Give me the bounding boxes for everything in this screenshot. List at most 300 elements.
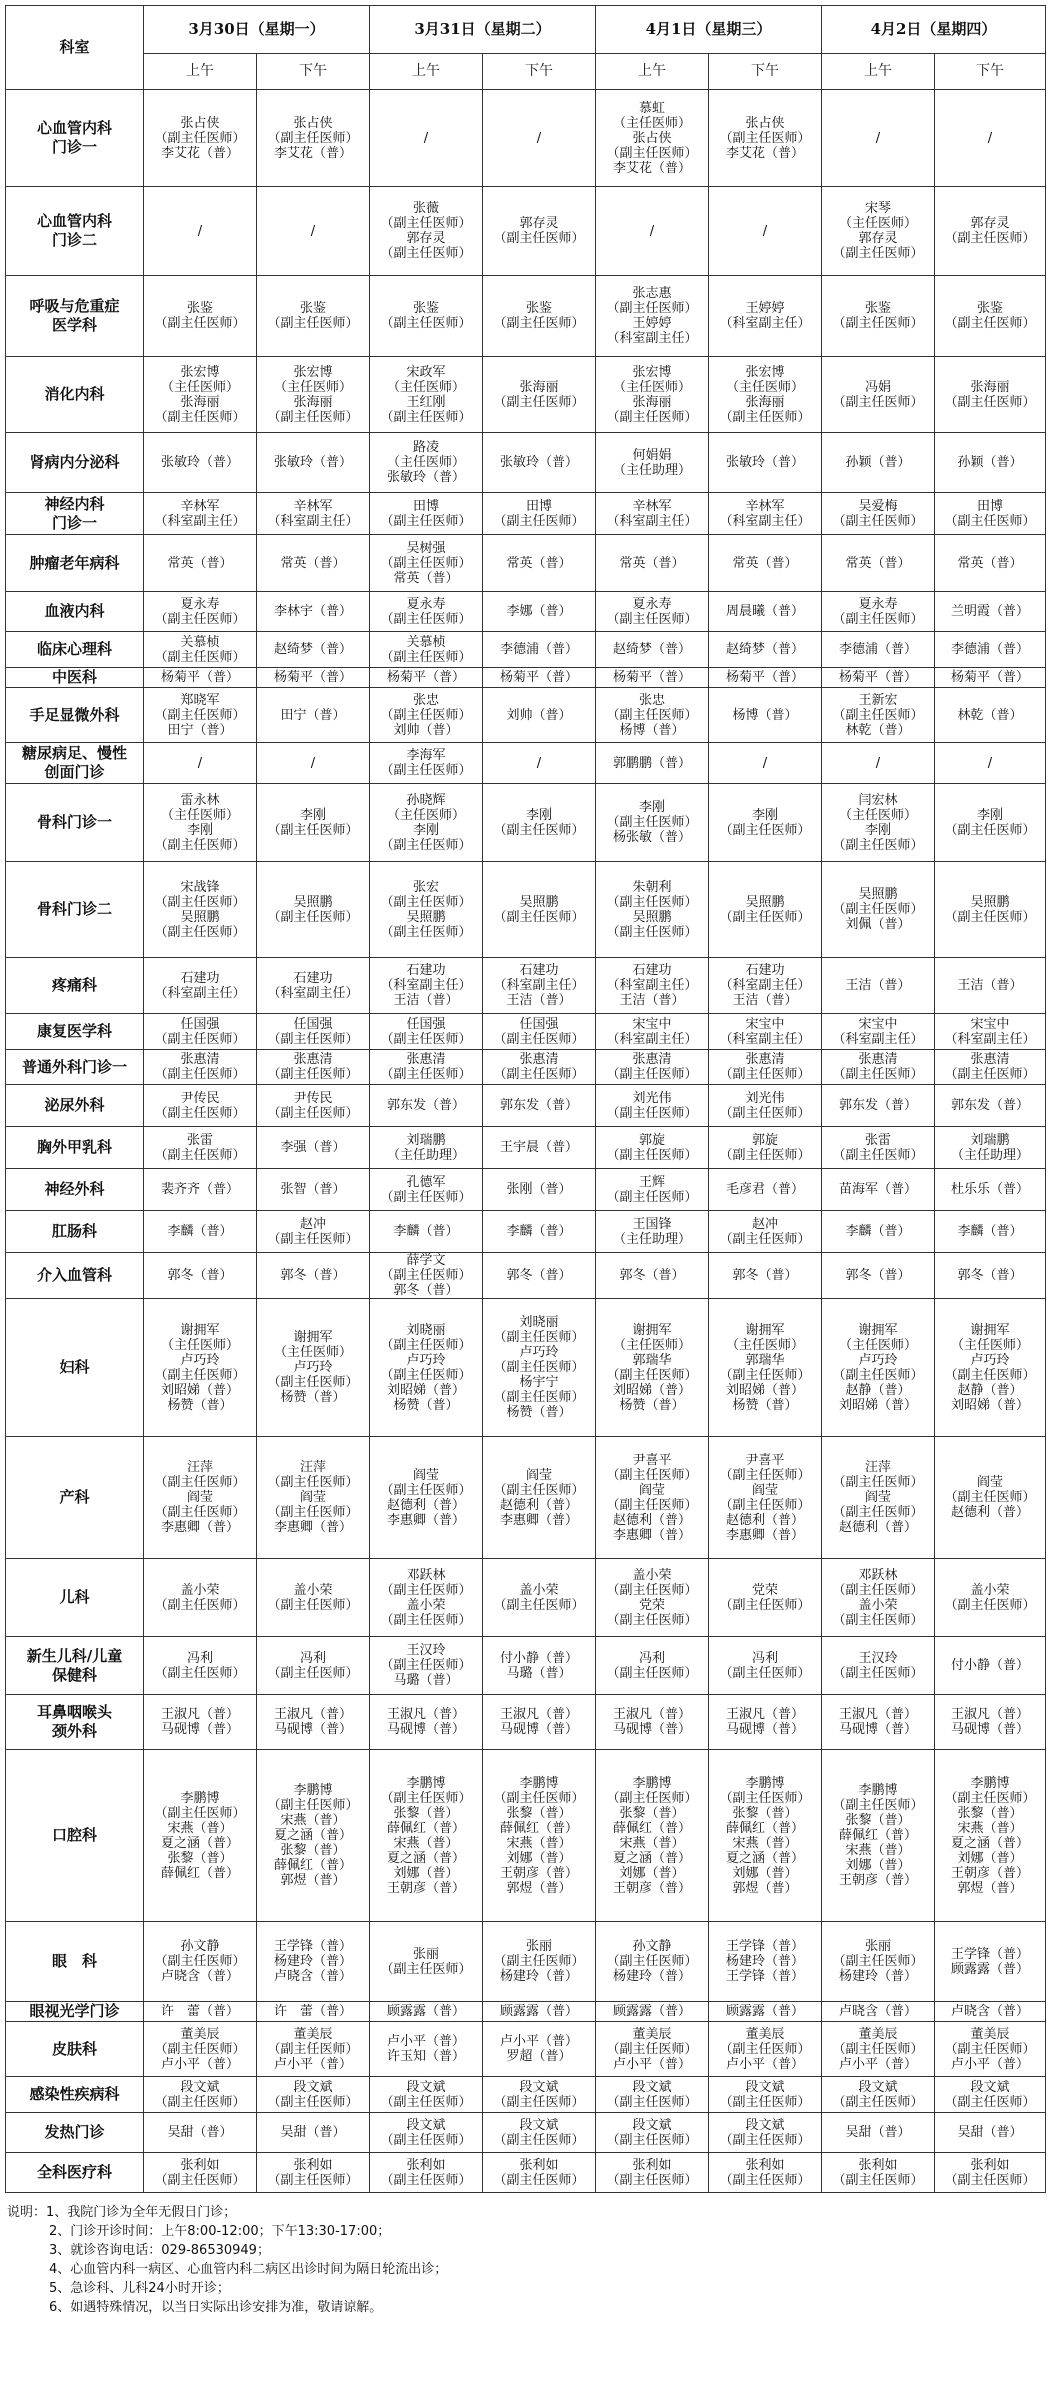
schedule-cell [257, 1637, 370, 1695]
doctor-line: （副主任医师） [606, 1582, 698, 1598]
schedule-cell [370, 1253, 483, 1299]
doctor-line: 阎莹 [751, 1482, 778, 1498]
doctor-line: 刘瑞鹏 [970, 1132, 1010, 1148]
note-line: 说明：1、我院门诊为全年无假日门诊； [7, 2205, 237, 2220]
doctor-line: 郭存灵 [406, 231, 446, 246]
doctor-line: 张刚（普） [506, 1182, 572, 1197]
doctor-line: 夏之涵（普） [612, 1850, 691, 1866]
schedule-cell [822, 357, 935, 433]
doctor-line: 常英（普） [845, 555, 911, 571]
doctor-line: （副主任医师） [493, 909, 585, 925]
schedule-row [6, 187, 1046, 276]
doctor-line: 段文斌 [745, 2117, 785, 2133]
doctor-line: 孙文静 [180, 1939, 220, 1954]
doctor-line: （副主任医师） [380, 1482, 472, 1498]
schedule-cell [144, 1211, 257, 1253]
doctor-line: 张利如 [745, 2157, 785, 2173]
schedule-cell [709, 2002, 822, 2022]
doctor-line: 刘昭娣（普） [160, 1382, 239, 1398]
schedule-cell [822, 535, 935, 592]
doctor-line: 张志惠 [632, 286, 672, 301]
doctor-line: （副主任医师） [380, 611, 472, 627]
doctor-line: （副主任医师） [380, 1337, 472, 1353]
schedule-cell [257, 493, 370, 535]
dept-name-cell [6, 357, 144, 433]
schedule-cell [596, 1211, 709, 1253]
schedule-cell [483, 632, 596, 668]
doctor-line: （主任医师） [160, 807, 239, 823]
doctor-line: 刘娜（普） [393, 1865, 459, 1881]
doctor-line: 阎莹 [864, 1490, 891, 1505]
doctor-line: （副主任医师） [380, 1031, 472, 1047]
doctor-line: 孙颖（普） [845, 455, 911, 470]
doctor-line: 王洁（普） [845, 978, 911, 993]
doctor-line: （副主任医师） [154, 837, 246, 853]
doctor-line: （主任助理） [950, 1147, 1029, 1163]
schedule-row [6, 668, 1046, 688]
dept-name-line: 普通外科门诊一 [21, 1057, 127, 1076]
doctor-line: 杜乐乐（普） [950, 1182, 1029, 1197]
doctor-line: 马砚博（普） [499, 1722, 578, 1737]
doctor-line: （副主任医师） [493, 513, 585, 529]
doctor-line: / [197, 223, 203, 239]
doctor-line: 常英（普） [506, 555, 572, 571]
schedule-cell [257, 1014, 370, 1050]
schedule-cell [709, 743, 822, 784]
doctor-line: （副主任医师） [380, 555, 472, 571]
dept-name-line: 中医科 [51, 668, 97, 686]
schedule-row [6, 357, 1046, 433]
doctor-line: 李刚 [299, 807, 326, 823]
doctor-line: 赵冲 [299, 1216, 326, 1232]
doctor-line: （副主任医师） [832, 1582, 924, 1598]
doctor-line: 常英（普） [167, 555, 233, 571]
doctor-line: （副主任医师） [606, 1612, 698, 1628]
schedule-cell [483, 1085, 596, 1127]
schedule-cell [596, 90, 709, 187]
doctor-line: 董美辰 [632, 2026, 672, 2042]
schedule-cell [144, 958, 257, 1014]
doctor-line: （副主任医师） [154, 2094, 246, 2110]
doctor-line: 李鹏博 [293, 1783, 333, 1798]
doctor-line: 赵绮梦（普） [273, 642, 352, 657]
doctor-line: 林乾（普） [845, 722, 911, 738]
doctor-line: / [536, 130, 542, 146]
doctor-line: 尹喜平 [632, 1452, 672, 1468]
schedule-cell [709, 668, 822, 688]
doctor-line: 阎莹 [412, 1467, 439, 1483]
dept-name-line: 胸外甲乳科 [36, 1138, 112, 1156]
doctor-line: （副主任医师） [380, 409, 472, 425]
doctor-line: （副主任医师） [606, 2172, 698, 2188]
doctor-line: 王学锋（普） [950, 1946, 1029, 1962]
doctor-line: 卢小平（普） [499, 2034, 578, 2049]
doctor-line: 尹传民 [180, 1090, 220, 1106]
doctor-line: 杨菊平（普） [499, 670, 578, 685]
doctor-line: （副主任医师） [267, 1475, 359, 1490]
doctor-line: （副主任医师） [606, 2132, 698, 2148]
schedule-cell [483, 493, 596, 535]
dept-name-cell [6, 90, 144, 187]
doctor-line: 杨博（普） [619, 722, 685, 738]
doctor-line: 杨赞（普） [619, 1397, 685, 1413]
doctor-line: 张利如 [632, 2157, 672, 2173]
doctor-line: （副主任医师） [380, 894, 472, 910]
dept-name-cell [6, 1437, 144, 1559]
doctor-line: （副主任医师） [493, 1954, 585, 1969]
schedule-cell [483, 592, 596, 632]
schedule-cell [822, 433, 935, 493]
doctor-line: 王汉玲 [858, 1650, 898, 1666]
doctor-line: （主任医师） [838, 216, 917, 231]
doctor-line: 郭煜（普） [732, 1880, 798, 1896]
doctor-line: （副主任医师） [719, 1367, 811, 1383]
doctor-line: 宋燕（普） [393, 1835, 459, 1851]
doctor-line: 任国强 [406, 1016, 446, 1032]
doctor-line: 顾露露（普） [499, 2004, 578, 2019]
doctor-line: 许玉知（普） [386, 2049, 465, 2064]
doctor-line: 宋琴 [864, 201, 891, 216]
schedule-cell [596, 1437, 709, 1559]
schedule-row [6, 862, 1046, 958]
doctor-line: （副主任医师） [832, 837, 924, 853]
dept-name-cell [6, 493, 144, 535]
schedule-row [6, 688, 1046, 743]
schedule-cell [596, 632, 709, 668]
doctor-line: 王洁（普） [506, 993, 572, 1008]
doctor-line: 顾露露（普） [950, 1961, 1029, 1977]
schedule-cell [483, 688, 596, 743]
doctor-line: 杨张敏（普） [612, 830, 691, 845]
schedule-cell [370, 1922, 483, 2002]
doctor-line: 夏永寿 [406, 596, 446, 612]
schedule-cell [822, 1695, 935, 1750]
schedule-cell [596, 2077, 709, 2113]
doctor-line: 夏永寿 [632, 596, 672, 612]
schedule-cell [935, 743, 1046, 784]
schedule-cell [822, 90, 935, 187]
schedule-cell [370, 784, 483, 862]
doctor-line: （副主任医师） [154, 894, 246, 910]
dept-name-line: 糖尿病足、慢性 [21, 744, 127, 762]
schedule-cell [596, 1695, 709, 1750]
schedule-row [6, 1211, 1046, 1253]
schedule-cell [709, 1437, 822, 1559]
doctor-line: 张惠清 [745, 1052, 785, 1067]
doctor-line: 王朝彦（普） [499, 1865, 578, 1881]
doctor-line: 盖小荣 [180, 1582, 220, 1598]
schedule-row [6, 90, 1046, 187]
doctor-line: 郭鹏鹏（普） [612, 755, 691, 771]
doctor-line: 关慕桢 [180, 634, 220, 650]
doctor-line: （副主任医师） [380, 1189, 472, 1205]
schedule-row [6, 784, 1046, 862]
doctor-line: 孔德军 [406, 1174, 446, 1190]
schedule-row [6, 958, 1046, 1014]
doctor-line: （副主任医师） [944, 316, 1036, 331]
dept-name-cell [6, 276, 144, 357]
schedule-cell [935, 493, 1046, 535]
schedule-cell [596, 688, 709, 743]
doctor-line: 卢晓含（普） [950, 2004, 1029, 2019]
doctor-line: （副主任医师） [380, 1612, 472, 1628]
schedule-cell [144, 688, 257, 743]
doctor-line: 张宏博 [632, 364, 672, 380]
schedule-cell [822, 1922, 935, 2002]
schedule-cell [596, 187, 709, 276]
dept-name-cell [6, 2153, 144, 2193]
schedule-cell [257, 1211, 370, 1253]
doctor-line: （主任医师） [612, 115, 691, 131]
doctor-line: 郭存灵 [519, 216, 559, 231]
dept-name-line: 颈外科 [51, 1722, 97, 1740]
doctor-line: 汪萍 [299, 1460, 326, 1475]
schedule-cell [144, 2022, 257, 2077]
doctor-line: 张鉴 [976, 301, 1003, 316]
schedule-cell [822, 2002, 935, 2022]
schedule-cell [144, 433, 257, 493]
doctor-line: 慕虹 [638, 100, 665, 116]
am-header: 上午 [596, 54, 709, 90]
doctor-line: （副主任医师） [719, 909, 811, 925]
doctor-line: 刘光伟 [632, 1090, 672, 1106]
doctor-line: 张利如 [293, 2157, 333, 2173]
day-header-thu: 4月2日（星期四） [822, 6, 1046, 54]
schedule-cell [257, 1253, 370, 1299]
schedule-cell [709, 1127, 822, 1169]
dept-name-cell [6, 1127, 144, 1169]
schedule-cell [935, 1637, 1046, 1695]
doctor-line: 杨菊平（普） [160, 670, 239, 685]
doctor-line: 薛佩红（普） [725, 1820, 804, 1836]
schedule-cell [257, 2022, 370, 2077]
doctor-line: 段文斌 [632, 2117, 672, 2133]
doctor-line: 段文斌 [632, 2079, 672, 2095]
dept-name-cell [6, 1050, 144, 1085]
schedule-cell [483, 2077, 596, 2113]
schedule-cell [709, 1695, 822, 1750]
schedule-row [6, 743, 1046, 784]
doctor-line: （副主任医师） [832, 902, 924, 917]
doctor-line: 张利如 [406, 2157, 446, 2173]
schedule-cell [257, 1437, 370, 1559]
doctor-line: 李鹏博 [970, 1775, 1010, 1791]
doctor-line: （副主任医师） [154, 1147, 246, 1163]
doctor-line: （副主任医师） [380, 707, 472, 723]
doctor-line: （副主任医师） [832, 1367, 924, 1383]
dept-name-cell [6, 958, 144, 1014]
doctor-line: 顾露露（普） [386, 2004, 465, 2019]
dept-name-line: 介入血管科 [36, 1266, 112, 1284]
doctor-line: （副主任医师） [719, 1067, 811, 1082]
schedule-row [6, 1014, 1046, 1050]
doctor-line: （副主任医师） [493, 1031, 585, 1047]
doctor-line: 刘娜（普） [732, 1865, 798, 1881]
schedule-row [6, 2077, 1046, 2113]
schedule-cell [596, 1922, 709, 2002]
schedule-cell [935, 688, 1046, 743]
doctor-line: 宋政军 [406, 364, 446, 380]
doctor-line: 张丽 [525, 1939, 552, 1954]
doctor-line: 刘娜（普） [619, 1865, 685, 1881]
doctor-line: 张忠 [638, 692, 665, 708]
doctor-line: 常英（普） [619, 555, 685, 571]
pm-header: 下午 [935, 54, 1046, 90]
doctor-line: （副主任医师） [380, 1367, 472, 1383]
doctor-line: 张利如 [519, 2157, 559, 2173]
doctor-line: （副主任医师） [267, 822, 359, 838]
doctor-line: 石建功 [632, 963, 672, 978]
doctor-line: 李林宇（普） [273, 604, 352, 619]
schedule-cell [596, 1750, 709, 1922]
schedule-cell [483, 1637, 596, 1695]
doctor-line: 郭东发（普） [838, 1098, 917, 1113]
doctor-line: 张鉴 [412, 301, 439, 316]
doctor-line: （副主任医师） [606, 1367, 698, 1383]
doctor-line: （科室副主任） [719, 513, 811, 529]
schedule-cell [144, 1050, 257, 1085]
doctor-line: （副主任医师） [267, 909, 359, 925]
schedule-cell [709, 433, 822, 493]
schedule-cell [370, 2077, 483, 2113]
doctor-line: （主任助理） [612, 1231, 691, 1247]
doctor-line: 李惠卿（普） [386, 1512, 465, 1528]
schedule-cell [257, 1922, 370, 2002]
note-line: 2、门诊开诊时间：上午8:00-12:00；下午13:30-17:00； [49, 2224, 391, 2239]
doctor-line: （副主任医师） [719, 2172, 811, 2188]
schedule-cell [257, 862, 370, 958]
schedule-cell [370, 958, 483, 1014]
doctor-line: 孙文静 [632, 1939, 672, 1954]
doctor-line: 夏之涵（普） [273, 1828, 352, 1843]
doctor-line: 刘昭娣（普） [950, 1397, 1029, 1413]
schedule-cell [935, 1922, 1046, 2002]
doctor-line: 石建功 [745, 963, 785, 978]
doctor-line: 郭旋 [751, 1132, 778, 1148]
doctor-line: （副主任医师） [832, 246, 924, 261]
doctor-line: 赵静（普） [845, 1382, 911, 1398]
dept-name-line: 新生儿科/儿童 [26, 1646, 123, 1665]
doctor-line: （副主任医师） [380, 837, 472, 853]
doctor-line: （副主任医师） [493, 2094, 585, 2110]
doctor-line: （副主任医师） [380, 246, 472, 261]
dept-name-cell [6, 2113, 144, 2153]
doctor-line: 赵德利（普） [499, 1497, 578, 1513]
doctor-line: （主任助理） [386, 1147, 465, 1163]
dept-name-line: 发热门诊 [44, 2123, 105, 2141]
doctor-line: 卢巧玲 [858, 1352, 898, 1368]
doctor-line: 郑晓军 [180, 692, 220, 708]
schedule-cell [935, 1169, 1046, 1211]
doctor-line: 王淑凡（普） [612, 1707, 691, 1722]
doctor-line: 李鹏博 [858, 1783, 898, 1798]
doctor-line: 盖小荣 [293, 1582, 333, 1598]
doctor-line: （副主任医师） [606, 1189, 698, 1205]
doctor-line: 夏之涵（普） [950, 1835, 1029, 1851]
schedule-cell [144, 1299, 257, 1437]
doctor-line: 田宁（普） [167, 722, 233, 738]
doctor-line: 赵绮梦（普） [725, 642, 804, 657]
doctor-line: 李刚 [976, 807, 1003, 823]
doctor-line: 毛彦君（普） [725, 1182, 804, 1197]
doctor-line: 杨菊平（普） [838, 670, 917, 685]
dept-name-cell [6, 743, 144, 784]
doctor-line: （副主任医师） [832, 1147, 924, 1163]
schedule-cell [257, 535, 370, 592]
doctor-line: 刘瑞鹏 [406, 1132, 446, 1148]
doctor-line: （副主任医师） [380, 1268, 472, 1283]
doctor-line: 杨博（普） [732, 707, 798, 723]
doctor-line: 马砚博（普） [612, 1722, 691, 1737]
schedule-cell [596, 1637, 709, 1695]
schedule-cell [144, 187, 257, 276]
schedule-cell [596, 743, 709, 784]
doctor-line: 王淑凡（普） [838, 1707, 917, 1722]
doctor-line: 罗超（普） [506, 2049, 572, 2064]
doctor-line: （副主任医师） [493, 2132, 585, 2148]
doctor-line: 卢小平（普） [160, 2056, 239, 2072]
doctor-line: 李娜（普） [506, 604, 572, 619]
doctor-line: 吴树强 [406, 540, 446, 556]
doctor-line: 裴齐齐（普） [160, 1182, 239, 1197]
schedule-cell [370, 357, 483, 433]
schedule-cell [483, 2022, 596, 2077]
doctor-line: （主任医师） [273, 379, 352, 395]
dept-name-line: 门诊二 [51, 231, 97, 249]
doctor-line: （主任医师） [386, 379, 465, 395]
schedule-cell [822, 632, 935, 668]
doctor-line: 张占侠 [180, 115, 220, 131]
pm-header: 下午 [483, 54, 596, 90]
doctor-line: （副主任医师） [154, 1505, 246, 1520]
doctor-line: 李德浦（普） [838, 642, 917, 657]
doctor-line: （科室副主任） [267, 985, 359, 1001]
doctor-line: （副主任医师） [719, 130, 811, 146]
schedule-cell [257, 592, 370, 632]
schedule-cell [709, 1559, 822, 1637]
doctor-line: 张鉴 [186, 301, 213, 316]
dept-name-line: 妇科 [59, 1358, 90, 1376]
doctor-line: 谢拥军 [858, 1322, 898, 1338]
schedule-cell [144, 668, 257, 688]
dept-name-line: 疼痛科 [51, 976, 97, 994]
doctor-line: 张宏 [412, 879, 439, 895]
doctor-line: 张鉴 [299, 301, 326, 316]
doctor-line: 马璐（普） [506, 1665, 572, 1681]
doctor-line: （副主任医师） [154, 409, 246, 425]
doctor-line: 李惠卿（普） [725, 1527, 804, 1543]
dept-name-cell [6, 1014, 144, 1050]
doctor-line: 宋燕（普） [167, 1820, 233, 1836]
schedule-cell [257, 357, 370, 433]
schedule-cell [370, 2153, 483, 2193]
doctor-line: 王婷婷 [745, 301, 785, 316]
doctor-line: 张薇 [412, 201, 439, 216]
doctor-line: 段文斌 [745, 2079, 785, 2095]
dept-name-line: 骨科门诊一 [36, 813, 112, 831]
doctor-line: 王洁（普） [732, 993, 798, 1008]
doctor-line: 吴爱梅 [858, 498, 898, 514]
doctor-line: （副主任医师） [832, 513, 924, 529]
dept-name-cell [6, 1637, 144, 1695]
schedule-cell [709, 688, 822, 743]
doctor-line: 刘帅（普） [506, 707, 572, 723]
doctor-line: （副主任医师） [606, 1790, 698, 1806]
doctor-line: 刘娜（普） [845, 1858, 911, 1873]
schedule-cell [935, 1127, 1046, 1169]
doctor-line: 李鹏博 [519, 1775, 559, 1791]
doctor-line: 李惠卿（普） [273, 1520, 352, 1535]
